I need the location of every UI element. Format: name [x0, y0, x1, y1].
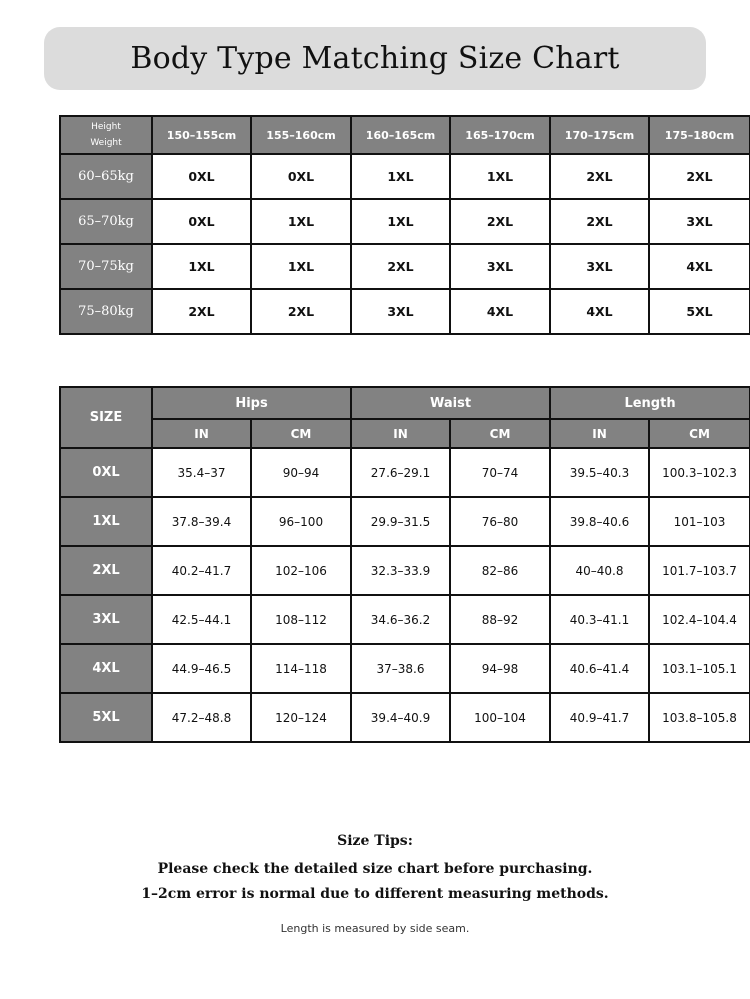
measurement-cell: 34.6–36.2: [351, 595, 450, 644]
size-label: 3XL: [60, 595, 152, 644]
size-cell: 0XL: [251, 154, 351, 199]
height-header: 170–175cm: [550, 116, 649, 154]
unit-header: CM: [649, 419, 750, 448]
unit-header: CM: [450, 419, 550, 448]
measurement-cell: 103.1–105.1: [649, 644, 750, 693]
measurement-cell: 82–86: [450, 546, 550, 595]
size-label: 0XL: [60, 448, 152, 497]
unit-header: IN: [351, 419, 450, 448]
size-column-header: SIZE: [60, 387, 152, 448]
size-cell: 4XL: [550, 289, 649, 334]
size-measurement-table: [59, 386, 750, 743]
measurement-cell: 39.8–40.6: [550, 497, 649, 546]
size-cell: 2XL: [550, 154, 649, 199]
weight-label: 75–80kg: [60, 289, 152, 334]
measurement-cell: 40.3–41.1: [550, 595, 649, 644]
measurement-cell: 102–106: [251, 546, 351, 595]
measurement-cell: 42.5–44.1: [152, 595, 251, 644]
measurement-cell: 70–74: [450, 448, 550, 497]
size-label: 4XL: [60, 644, 152, 693]
length-header: Length: [550, 387, 750, 419]
measurement-cell: 88–92: [450, 595, 550, 644]
size-label: 5XL: [60, 693, 152, 742]
size-label: 2XL: [60, 546, 152, 595]
table-row: [60, 644, 750, 693]
size-cell: 2XL: [351, 244, 450, 289]
unit-header: IN: [152, 419, 251, 448]
size-tips-line-2: 1–2cm error is normal due to different measuring methods.: [141, 886, 609, 902]
size-cell: 5XL: [649, 289, 750, 334]
measurement-cell: 44.9–46.5: [152, 644, 251, 693]
table-row: [60, 448, 750, 497]
measurement-cell: 47.2–48.8: [152, 693, 251, 742]
size-cell: 2XL: [550, 199, 649, 244]
title-banner: [44, 27, 706, 90]
table-row: [60, 289, 750, 334]
table-row: [60, 154, 750, 199]
size-cell: 1XL: [152, 244, 251, 289]
size-cell: 3XL: [649, 199, 750, 244]
table-row: [60, 595, 750, 644]
height-header: 165–170cm: [450, 116, 550, 154]
waist-header: Waist: [351, 387, 550, 419]
table-row: [60, 497, 750, 546]
weight-label: 60–65kg: [60, 154, 152, 199]
measurement-cell: 27.6–29.1: [351, 448, 450, 497]
size-cell: 1XL: [251, 199, 351, 244]
measurement-cell: 94–98: [450, 644, 550, 693]
size-cell: 3XL: [351, 289, 450, 334]
size-cell: 1XL: [251, 244, 351, 289]
measurement-cell: 120–124: [251, 693, 351, 742]
weight-label: 70–75kg: [60, 244, 152, 289]
height-header: 155–160cm: [251, 116, 351, 154]
measurement-cell: 102.4–104.4: [649, 595, 750, 644]
height-header: 175–180cm: [649, 116, 750, 154]
measurement-cell: 76–80: [450, 497, 550, 546]
measurement-cell: 101–103: [649, 497, 750, 546]
unit-header: CM: [251, 419, 351, 448]
measurement-cell: 90–94: [251, 448, 351, 497]
corner-height-label: Height: [91, 122, 121, 132]
measurement-cell: 103.8–105.8: [649, 693, 750, 742]
measurement-cell: 100–104: [450, 693, 550, 742]
size-tips-line-1: Please check the detailed size chart before purchasing.: [157, 861, 593, 877]
group-header-row: [60, 387, 750, 419]
size-cell: 3XL: [550, 244, 649, 289]
size-tips-heading: Size Tips:: [337, 833, 413, 849]
size-cell: 1XL: [351, 154, 450, 199]
measurement-cell: 40.2–41.7: [152, 546, 251, 595]
size-cell: 1XL: [351, 199, 450, 244]
table-row: [60, 199, 750, 244]
page-title: Body Type Matching Size Chart: [130, 41, 620, 76]
measurement-cell: 40.9–41.7: [550, 693, 649, 742]
measurement-cell: 40.6–41.4: [550, 644, 649, 693]
height-header: 160–165cm: [351, 116, 450, 154]
measurement-cell: 40–40.8: [550, 546, 649, 595]
table-row: [60, 244, 750, 289]
measurement-cell: 32.3–33.9: [351, 546, 450, 595]
size-cell: 4XL: [649, 244, 750, 289]
measurement-cell: 39.5–40.3: [550, 448, 649, 497]
size-cell: 0XL: [152, 154, 251, 199]
table-row: [60, 546, 750, 595]
size-label: 1XL: [60, 497, 152, 546]
size-cell: 2XL: [152, 289, 251, 334]
height-header: 150–155cm: [152, 116, 251, 154]
unit-header: IN: [550, 419, 649, 448]
measurement-cell: 39.4–40.9: [351, 693, 450, 742]
corner-weight-label: Weight: [90, 138, 122, 148]
measurement-cell: 35.4–37: [152, 448, 251, 497]
measurement-cell: 100.3–102.3: [649, 448, 750, 497]
size-cell: 2XL: [251, 289, 351, 334]
measurement-cell: 96–100: [251, 497, 351, 546]
height-header-row: [60, 116, 750, 154]
size-cell: 4XL: [450, 289, 550, 334]
measurement-cell: 114–118: [251, 644, 351, 693]
size-cell: 3XL: [450, 244, 550, 289]
measurement-cell: 29.9–31.5: [351, 497, 450, 546]
size-cell: 0XL: [152, 199, 251, 244]
table-row: [60, 693, 750, 742]
measurement-cell: 37–38.6: [351, 644, 450, 693]
measurement-cell: 101.7–103.7: [649, 546, 750, 595]
weight-label: 65–70kg: [60, 199, 152, 244]
hips-header: Hips: [152, 387, 351, 419]
length-note: Length is measured by side seam.: [280, 922, 470, 935]
body-type-table: [59, 115, 750, 335]
corner-cell: [60, 116, 152, 154]
size-cell: 2XL: [450, 199, 550, 244]
measurement-cell: 108–112: [251, 595, 351, 644]
size-cell: 2XL: [649, 154, 750, 199]
size-cell: 1XL: [450, 154, 550, 199]
measurement-cell: 37.8–39.4: [152, 497, 251, 546]
unit-header-row: [60, 419, 750, 448]
